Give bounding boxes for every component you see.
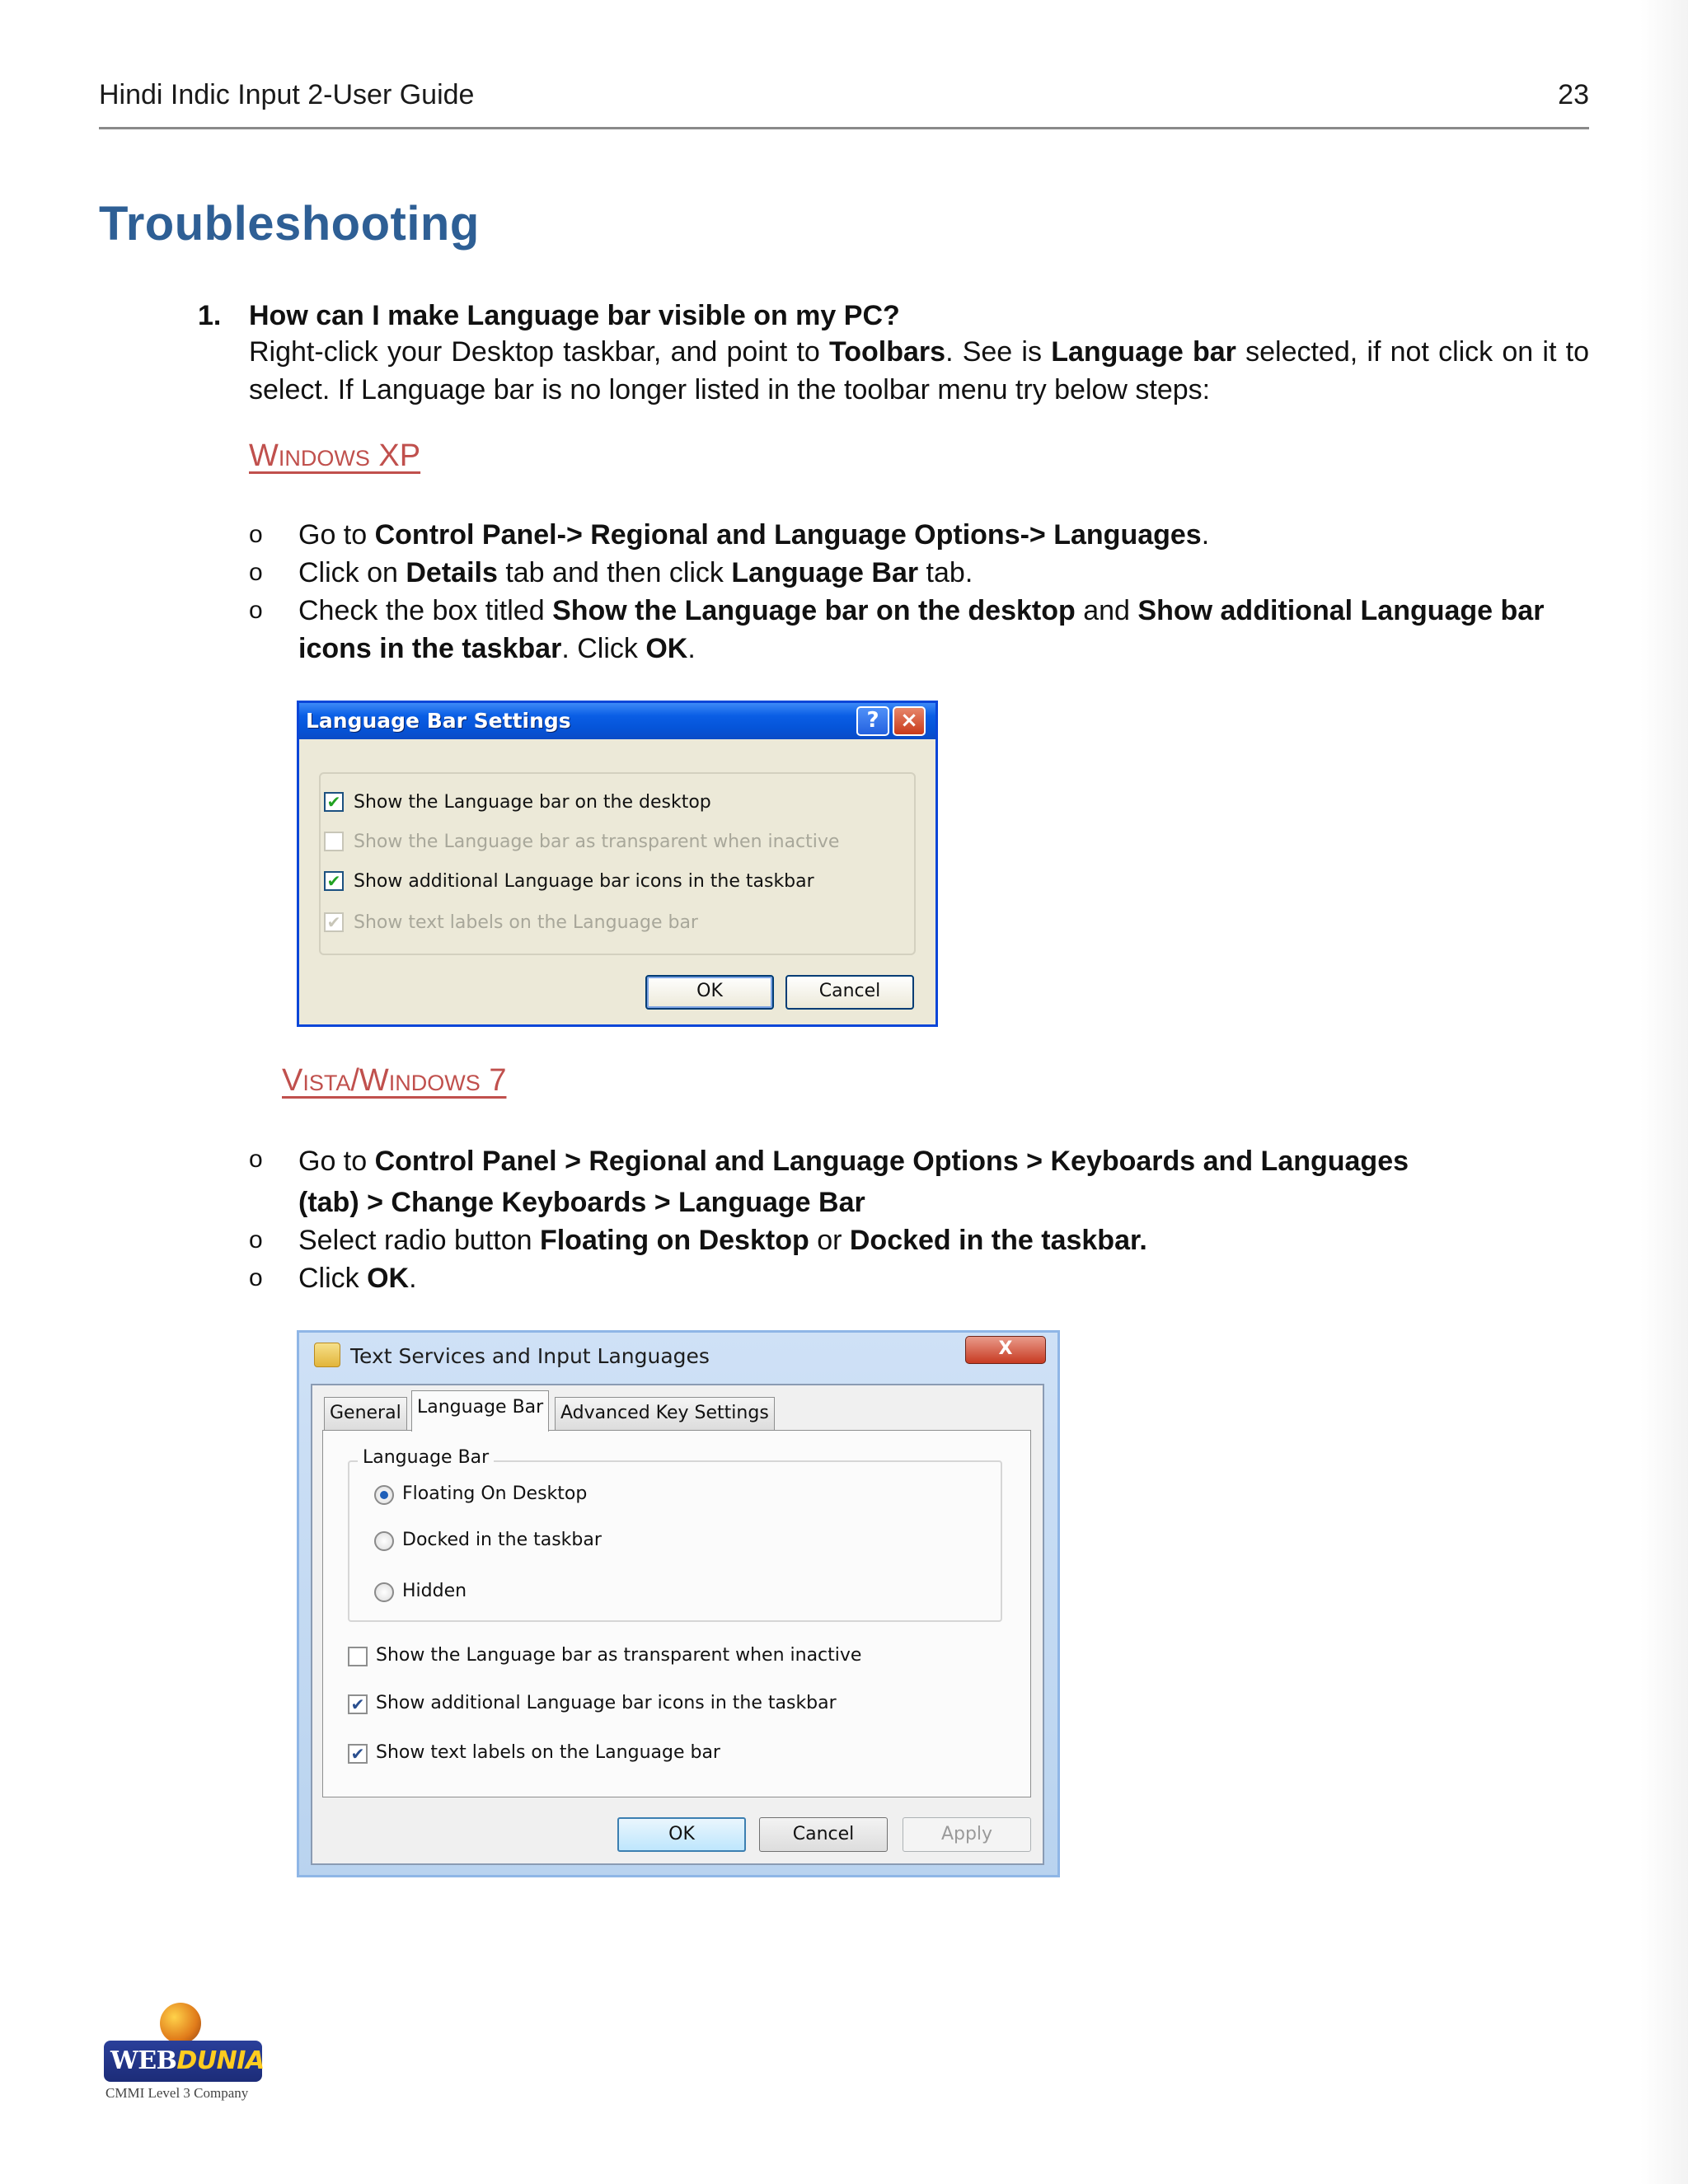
cancel-button[interactable]: Cancel xyxy=(785,975,914,1010)
option-label: Show the Language bar on the desktop xyxy=(354,792,711,813)
radio-selected[interactable] xyxy=(374,1485,394,1505)
step-bold: Docked in the taskbar. xyxy=(849,1225,1147,1256)
dialog-body xyxy=(311,1384,1044,1865)
bullet-mark: o xyxy=(249,597,263,624)
logo-wordmark xyxy=(110,2046,265,2075)
tab-language-bar[interactable]: Language Bar xyxy=(411,1390,549,1432)
answer-text: selected, if not click on it to select. If Language bar is no longer listed in the toolbar menu try below steps: xyxy=(249,336,1589,405)
document-title: Hindi Indic Input 2-User Guide xyxy=(99,79,475,110)
bullet-mark: o xyxy=(249,521,263,548)
running-header xyxy=(99,79,1589,117)
checkbox-checked[interactable]: ✔ xyxy=(348,1744,368,1764)
tab-general[interactable]: General xyxy=(324,1397,407,1430)
tab-panel xyxy=(322,1430,1031,1797)
checkbox-label: Show additional Language bar icons in the taskbar xyxy=(376,1693,837,1713)
dialog-titlebar xyxy=(299,1333,1057,1379)
fieldset-legend: Language Bar xyxy=(358,1447,494,1468)
step-bold: Show the Language bar on the desktop xyxy=(552,595,1076,626)
step-text: Check the box titled xyxy=(298,595,553,626)
logo-web: WEB xyxy=(110,2046,177,2075)
step-bold: Control Panel > Regional and Language Options > Keyboards and Languages xyxy=(374,1146,1409,1177)
step-text: . xyxy=(409,1263,417,1294)
tab-advanced-key-settings[interactable]: Advanced Key Settings xyxy=(555,1397,775,1430)
answer-text: . See is xyxy=(945,336,1052,368)
step-bold: Language Bar xyxy=(731,557,919,588)
logo-dunia: DUNIA xyxy=(176,2046,265,2075)
option-label: Show the Language bar as transparent when inactive xyxy=(354,832,840,852)
option-label: Show text labels on the Language bar xyxy=(354,912,698,933)
xp-language-bar-settings-dialog xyxy=(297,701,938,1027)
bullet-mark: o xyxy=(249,1226,263,1254)
keyboard-app-icon xyxy=(314,1343,340,1367)
dialog-title: Text Services and Input Languages xyxy=(350,1344,710,1368)
step-bold: Details xyxy=(406,557,498,588)
step-text: or xyxy=(809,1225,850,1256)
answer-bold-toolbars: Toolbars xyxy=(829,336,946,368)
apply-button: Apply xyxy=(903,1817,1031,1852)
page-number: 23 xyxy=(1558,79,1589,110)
bullet-mark: o xyxy=(249,559,263,586)
header-rule xyxy=(99,127,1589,129)
step-text: . Click xyxy=(561,633,646,664)
subheading-windows-xp: Windows XP xyxy=(249,438,421,473)
ok-button[interactable]: OK xyxy=(617,1817,746,1852)
ok-button[interactable]: OK xyxy=(645,975,774,1010)
radio-label: Docked in the taskbar xyxy=(402,1530,602,1550)
step-bold: OK xyxy=(367,1263,410,1294)
step-text: . xyxy=(687,633,696,664)
answer-text: Right-click your Desktop taskbar, and point to xyxy=(249,336,830,368)
radio-label: Hidden xyxy=(402,1581,467,1601)
logo-tagline: CMMI Level 3 Company xyxy=(106,2085,249,2101)
checkbox-label: Show the Language bar as transparent when inactive xyxy=(376,1645,862,1666)
language-bar-fieldset xyxy=(348,1447,1002,1622)
step-text: Go to xyxy=(298,519,375,551)
bullet-mark: o xyxy=(249,1264,263,1291)
step-bold: Control Panel-> Regional and Language Options-> Languages xyxy=(374,519,1202,551)
win7-text-services-dialog xyxy=(297,1330,1060,1877)
close-icon[interactable]: X xyxy=(965,1336,1046,1364)
step-text: Click on xyxy=(298,557,406,588)
question-number: 1. xyxy=(198,300,222,331)
webdunia-logo xyxy=(104,2003,264,2102)
step-text: Go to xyxy=(298,1146,375,1177)
checkbox-checked[interactable]: ✔ xyxy=(324,871,344,891)
radio-label: Floating On Desktop xyxy=(402,1483,588,1504)
section-heading: Troubleshooting xyxy=(99,197,480,251)
checkbox-unchecked[interactable] xyxy=(348,1647,368,1666)
checkbox-checked[interactable]: ✔ xyxy=(348,1694,368,1714)
radio-unselected[interactable] xyxy=(374,1582,394,1602)
close-icon[interactable]: × xyxy=(893,706,926,736)
dialog-title: Language Bar Settings xyxy=(306,709,571,733)
help-icon[interactable]: ? xyxy=(856,706,889,736)
step-text: tab and then click xyxy=(497,557,732,588)
subheading-vista-windows-7: Vista/Windows 7 xyxy=(282,1063,507,1098)
checkbox-unchecked xyxy=(324,832,344,851)
bullet-mark: o xyxy=(249,1146,263,1173)
answer-bold-language-bar: Language bar xyxy=(1051,336,1236,368)
question-text: How can I make Language bar visible on my PC? xyxy=(249,300,900,331)
radio-unselected[interactable] xyxy=(374,1531,394,1551)
dialog-titlebar xyxy=(299,703,935,739)
step-text: Click xyxy=(298,1263,368,1294)
step-text: tab. xyxy=(918,557,973,588)
step-bold: Floating on Desktop xyxy=(539,1225,809,1256)
option-label: Show additional Language bar icons in the taskbar xyxy=(354,871,814,892)
cancel-button[interactable]: Cancel xyxy=(759,1817,888,1852)
checkbox-label: Show text labels on the Language bar xyxy=(376,1742,720,1763)
step-text: and xyxy=(1075,595,1138,626)
logo-plate xyxy=(104,2041,265,2082)
step-text: . xyxy=(1201,519,1210,551)
step-text: Select radio button xyxy=(298,1225,540,1256)
step-bold: Show additional Language bar icons in the taskbar xyxy=(298,595,1545,664)
page-edge-shadow xyxy=(1640,0,1688,2184)
globe-icon xyxy=(160,2003,201,2044)
step-bold: OK xyxy=(645,633,688,664)
checkbox-checked-disabled: ✔ xyxy=(324,912,344,932)
checkbox-checked[interactable]: ✔ xyxy=(324,792,344,812)
answer-paragraph xyxy=(249,333,1589,409)
step-bold: (tab) > Change Keyboards > Language Bar xyxy=(298,1187,865,1218)
